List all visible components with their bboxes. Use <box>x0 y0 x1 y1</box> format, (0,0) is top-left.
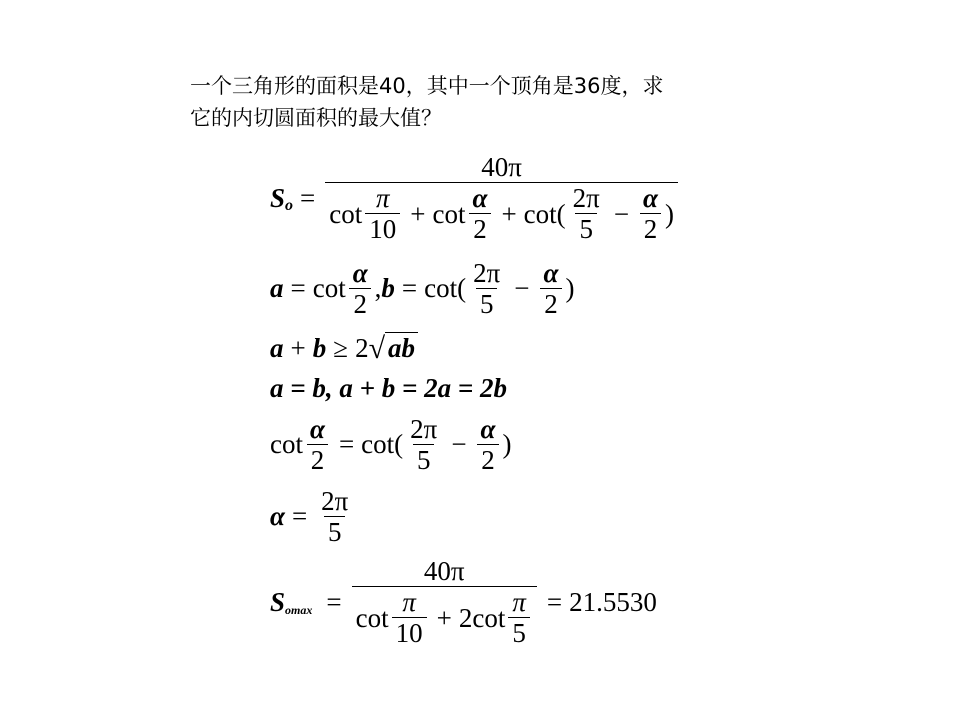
eq6-equals: = <box>291 501 308 531</box>
eq5-lparen: ( <box>394 429 404 459</box>
eq7-result: 21.5530 <box>569 586 657 617</box>
eq1-cot-3: cot <box>523 198 557 229</box>
equation-max-area <box>270 556 657 648</box>
eq1-plus-2: + <box>501 198 517 229</box>
eq1-minus: − <box>613 198 630 229</box>
eq1-five: 5 <box>575 213 597 244</box>
eq7-lhs: S <box>270 586 286 617</box>
eq2-minus: − <box>514 273 530 303</box>
eq2-five: 5 <box>476 288 498 319</box>
eq5-two-1: 2 <box>307 444 329 475</box>
eq1-denominator <box>325 182 678 244</box>
problem-line-1: 一个三角形的面积是40，其中一个顶角是36度，求 <box>190 74 664 98</box>
eq1-fraction <box>325 152 678 244</box>
eq3-ge: ≥ <box>333 332 349 363</box>
eq2-a: a <box>270 273 284 303</box>
eq1-twopi: 2π <box>572 183 600 213</box>
eq7-denominator <box>352 586 537 648</box>
eq1-plus-1: + <box>410 198 426 229</box>
eq1-alpha-2: α <box>643 183 658 213</box>
eq2-b: b <box>381 273 395 303</box>
eq7-fraction <box>352 556 537 648</box>
eq3-sqrt <box>369 332 418 364</box>
eq7-pi-1: π <box>402 587 416 617</box>
eq7-pi-2: π <box>512 587 526 617</box>
eq1-two-2: 2 <box>640 213 662 244</box>
eq1-sub: o <box>285 197 294 214</box>
eq5-equals: = <box>338 429 355 459</box>
eq7-equals-2: = <box>546 586 563 617</box>
eq1-rparen: ) <box>664 198 674 229</box>
problem-statement <box>190 70 750 134</box>
eq1-two-1: 2 <box>469 213 491 244</box>
eq7-two: 2 <box>458 602 473 633</box>
eq3-radicand: ab <box>385 332 418 364</box>
eq6-five: 5 <box>324 516 346 547</box>
eq7-cot-2: cot <box>472 602 506 633</box>
eq2-alpha-1: α <box>352 258 368 288</box>
eq2-two-2: 2 <box>540 288 562 319</box>
eq2-cot-1: cot <box>312 273 346 303</box>
eq1-lhs: S <box>270 182 286 213</box>
eq3-two: 2 <box>355 332 369 363</box>
eq7-equals-1: = <box>326 586 342 617</box>
equation-am-gm <box>270 332 418 364</box>
eq1-numerator: 40π <box>481 152 522 182</box>
eq1-alpha-1: α <box>472 183 488 213</box>
eq2-two-1: 2 <box>349 288 371 319</box>
eq5-alpha-1: α <box>310 414 325 444</box>
eq5-rparen: ) <box>502 429 512 459</box>
eq2-equals-2: = <box>401 273 418 303</box>
eq2-twopi: 2π <box>473 258 501 288</box>
equation-alpha-value <box>270 486 355 547</box>
eq2-cot-2: cot <box>424 273 458 303</box>
eq1-ten: 10 <box>365 213 400 244</box>
equation-equality-case <box>270 373 507 404</box>
eq2-comma: , <box>374 273 382 303</box>
eq1-lparen: ( <box>556 198 566 229</box>
eq1-cot-2: cot <box>432 198 466 229</box>
eq2-lparen: ( <box>457 273 467 303</box>
eq2-rparen: ) <box>565 273 575 303</box>
eq3-a: a <box>270 332 284 363</box>
eq5-alpha-2: α <box>480 414 496 444</box>
eq1-pi: π <box>376 183 390 213</box>
eq2-alpha-2: α <box>543 258 559 288</box>
eq6-alpha: α <box>270 501 285 531</box>
eq2-equals-1: = <box>290 273 306 303</box>
equation-incircle-area <box>270 152 681 244</box>
eq7-numerator: 40π <box>423 556 465 586</box>
eq5-cot-1: cot <box>270 429 303 459</box>
eq4-text: a = b, a + b = 2a = 2b <box>270 373 508 403</box>
eq7-sub: omax <box>285 602 313 617</box>
equation-define-a-b <box>270 258 574 319</box>
eq7-plus: + <box>436 602 452 633</box>
eq6-twopi: 2π <box>321 486 349 516</box>
eq3-plus: + <box>290 332 306 363</box>
eq7-cot-1: cot <box>355 602 389 633</box>
eq5-cot-2: cot <box>361 429 395 459</box>
eq5-minus: − <box>451 429 467 459</box>
eq7-five: 5 <box>508 617 530 648</box>
eq1-cot-1: cot <box>329 198 363 229</box>
eq5-twopi: 2π <box>410 414 438 444</box>
equation-cot-equality <box>270 414 511 475</box>
eq3-b: b <box>312 332 327 363</box>
problem-line-2: 它的内切圆面积的最大值？ <box>190 106 442 130</box>
eq1-equals: = <box>300 182 316 213</box>
eq5-two-2: 2 <box>477 444 499 475</box>
eq5-five: 5 <box>413 444 435 475</box>
eq3-root-symbol: √ <box>368 332 386 365</box>
eq7-ten: 10 <box>392 617 427 648</box>
